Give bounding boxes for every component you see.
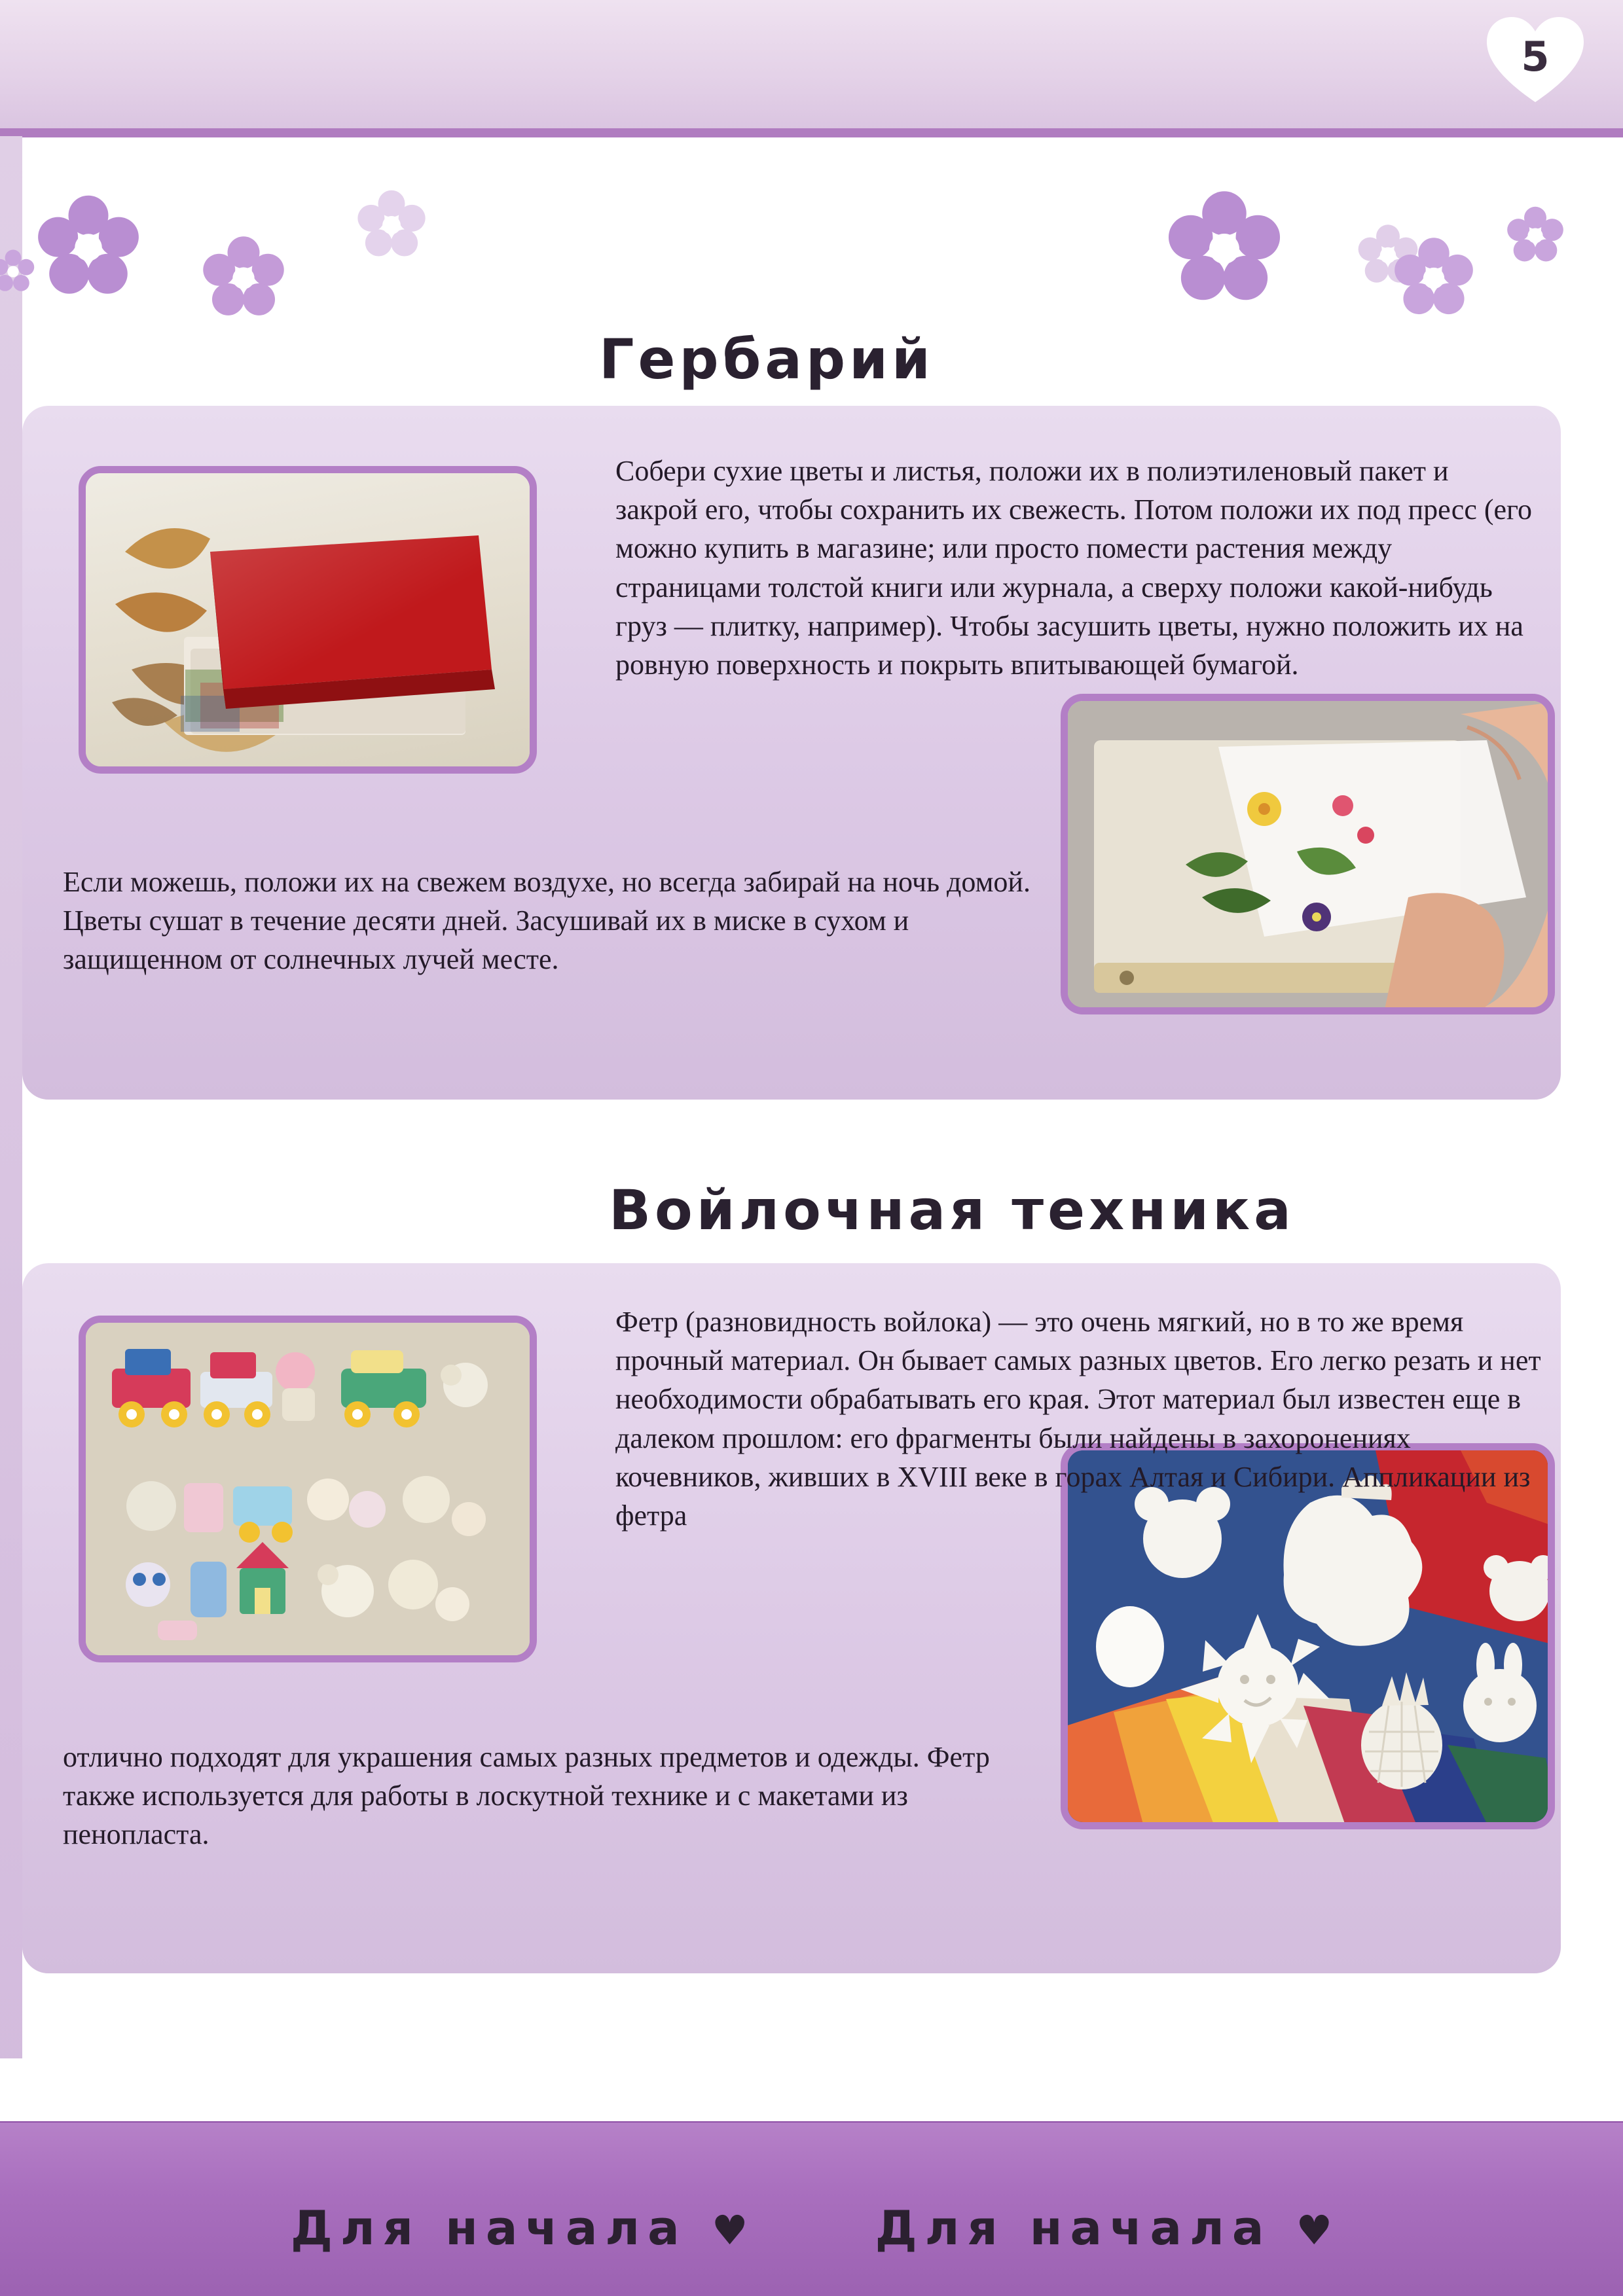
heart-icon-left: ♥: [711, 2206, 748, 2254]
pressing-flowers-in-press-photo: [1061, 694, 1555, 1014]
footer: [0, 2200, 1623, 2255]
flower-icon: [0, 190, 1563, 315]
footer-label-right: Для начала: [875, 2200, 1272, 2255]
felt-appliques-toys-photo: [79, 1316, 537, 1662]
left-margin-strip: [0, 136, 22, 2100]
herbarium-paragraph-2: Если можешь, положи их на свежем воздухе, но всегда забирай на ночь домой. Цветы сушат в течение десяти дней. Засушивай их в миске в сухом и защищенном от солнечных лучей месте.: [63, 866, 1030, 976]
page-number-text: 5: [1521, 32, 1550, 81]
felt-paragraph-1-text: Фетр (разновидность войлока) — это очень мягкий, но в то же время прочный материал. Он бывает самых разных цветов. Его легко резать и нет необходимости обрабатывать его края. Этот материал был известен еще в далеком прошлом: его фрагменты были найдены в захоронениях кочевников, живших в XVIII веке в горах Алтая и Сибири. Аппликации из фетра: [615, 1306, 1541, 1532]
section-title-herbarium: Гербарий: [599, 327, 934, 391]
herbarium-paragraph-1: [615, 452, 1532, 733]
top-banner-rule: [0, 128, 1623, 137]
red-album-with-dried-leaves-photo: [79, 466, 537, 774]
section-title-felt-technique: Войлочная техника: [609, 1178, 1295, 1242]
page-number-badge: [1486, 14, 1585, 106]
felt-paragraph-1: [615, 1302, 1545, 1577]
footer-white-gap: [0, 2058, 1623, 2121]
herbarium-paragraph-1-text: Собери сухие цветы и листья, положи их в полиэтиленовый пакет и закрой его, чтобы сохранить их свежесть. Потом положи их под пресс (его можно купить в магазине; или просто помести растения между страницами толстой книги или журнала, а сверху положи какой-нибудь груз — плитку, например). Чтобы засушить цветы, нужно положить их на ровную поверхность и покрыть впитывающей бумагой.: [615, 455, 1532, 681]
heart-icon-right: ♥: [1296, 2206, 1333, 2254]
footer-label-left: Для начала: [290, 2200, 687, 2255]
top-banner: [0, 0, 1623, 136]
felt-paragraph-2: отлично подходят для украшения самых разных предметов и одежды. Фетр также используется для работы в лоскутной технике и с макетами из пенопласта.: [63, 1741, 990, 1851]
